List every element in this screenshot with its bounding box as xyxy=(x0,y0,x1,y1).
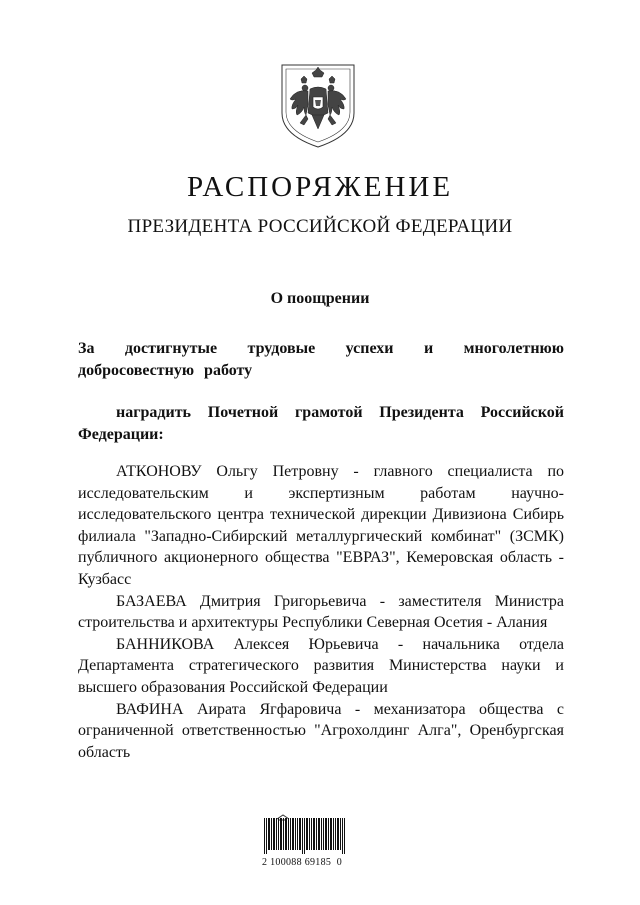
list-item xyxy=(78,699,564,764)
preamble xyxy=(78,338,564,381)
awardee-name: БАННИКОВА Алексея Юрьевича xyxy=(116,635,379,653)
list-item xyxy=(78,461,564,591)
awardee-position: - начальника отдела Департамента стратегического развития Министерства науки и высшего образования Российской Федерации xyxy=(78,635,565,696)
barcode-number: 2 100088 69185 0 xyxy=(262,857,343,868)
document-subtitle: ПРЕЗИДЕНТА РОССИЙСКОЙ ФЕДЕРАЦИИ xyxy=(127,216,513,237)
preamble-text: За достигнутые трудовые успехи и многолетнюю добросовестную работу xyxy=(78,340,564,379)
barcode-mark-icon xyxy=(276,808,290,816)
barcode xyxy=(264,818,346,854)
awardee-position: - главного специалиста по исследовательским и экспертизным работам научно-исследовательского центра технической дирекции Дивизиона Сибирь филиала "Западно-Сибирский металлургический комбинат" (ЗСМК) публичного акционерного общества "ЕВРАЗ", Кемеровская область - Кузбасс xyxy=(78,463,565,588)
awardee-name: БАЗАЕВА Дмитрия Григорьевича xyxy=(116,592,367,610)
resolution xyxy=(78,402,564,445)
awardee-name: АТКОНОВУ Ольгу Петровну xyxy=(116,463,339,480)
awardee-position: - заместителя Министра строительства и архитектуры Республики Северная Осетия - Алания xyxy=(78,592,564,632)
list-item xyxy=(78,591,564,634)
document-title: РАСПОРЯЖЕНИЕ xyxy=(186,171,454,203)
resolution-text: наградить Почетной грамотой Президента Российской Федерации: xyxy=(78,404,564,443)
awardee-position: - механизатора общества с ограниченной ответственностью "Агрохолдинг Алга", Оренбургская область xyxy=(78,700,564,761)
document-heading: О поощрении xyxy=(270,290,370,307)
coat-of-arms-icon xyxy=(276,55,360,149)
list-item xyxy=(78,634,564,699)
awardee-name: ВАФИНА Аирата Ягфаровича xyxy=(116,700,342,718)
awardee-list xyxy=(78,461,564,763)
